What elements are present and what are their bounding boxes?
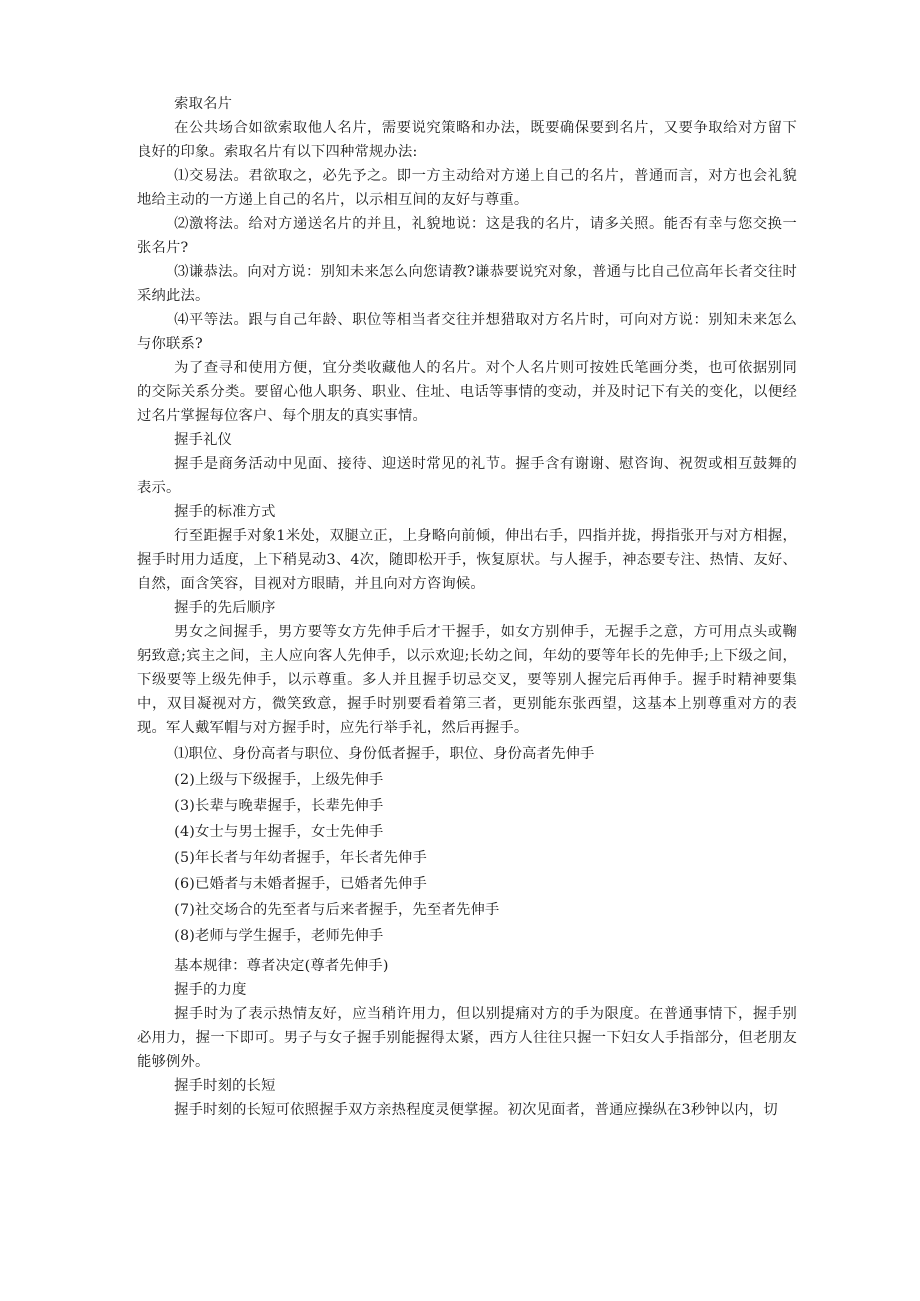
document-body [137, 92, 797, 1122]
section-title-standard-method: 握手的标准方式 [174, 504, 276, 520]
list-item: (8)老师与学生握手，老师先伸手 [174, 928, 384, 944]
section-title-handshake-etiquette: 握手礼仪 [174, 432, 233, 448]
paragraph-method-exchange: ⑴交易法。君欲取之，必先予之。即一方主动给对方递上自己的名片，普通而言，对方也会礼貌地给主动的一方递上自己的名片，以示相互间的友好与尊重。 [137, 168, 797, 208]
list-item: (3)长辈与晚辈握手，长辈先伸手 [174, 798, 384, 814]
section-title-handshake-duration: 握手时刻的长短 [174, 1078, 276, 1094]
paragraph-request-intro: 在公共场合如欲索取他人名片，需要说究策略和办法，既要确保要到名片，又要争取给对方留下良好的印象。索取名片有以下四种常规办法: [137, 120, 797, 160]
paragraph-standard-method: 行至距握手对象1米处，双腿立正，上身略向前倾，伸出右手，四指并拢，拇指张开与对方相握，握手时用力适度，上下稍晃动3、4次，随即松开手，恢复原状。与人握手，神态要专注、热情、友好、自然，面含笑容，目视对方眼睛，并且向对方咨询候。 [137, 528, 797, 592]
section-title-handshake-order: 握手的先后顺序 [174, 600, 276, 616]
paragraph-method-equal: ⑷平等法。跟与自己年龄、职位等相当者交往并想猎取对方名片时，可向对方说：别知未来怎么与你联系? [137, 312, 797, 352]
list-item: (6)已婚者与未婚者握手，已婚者先伸手 [174, 876, 427, 892]
section-title-request-card: 索取名片 [174, 96, 233, 112]
paragraph-handshake-intro: 握手是商务活动中见面、接待、迎送时常见的礼节。握手含有谢谢、慰咨询、祝贺或相互鼓舞的表示。 [137, 456, 797, 496]
paragraph-card-storage: 为了查寻和使用方便，宜分类收藏他人的名片。对个人名片则可按姓氏笔画分类，也可依据别同的交际关系分类。要留心他人职务、职业、住址、电话等事情的变动，并及时记下有关的变化，以便经过名片掌握每位客户、每个朋友的真实事情。 [137, 360, 797, 424]
list-item: ⑴职位、身份高者与职位、身份低者握手，职位、身份高者先伸手 [174, 746, 595, 762]
section-title-handshake-strength: 握手的力度 [174, 982, 247, 998]
list-item: (5)年长者与年幼者握手，年长者先伸手 [174, 850, 427, 866]
paragraph-handshake-strength: 握手时为了表示热情友好，应当稍许用力，但以别提痛对方的手为限度。在普通事情下，握手别必用力，握一下即可。男子与女子握手别能握得太紧，西方人往往只握一下妇女人手指部分，但老朋友能够例外。 [137, 1006, 797, 1070]
list-item: (4)女士与男士握手，女士先伸手 [174, 824, 384, 840]
paragraph-basic-rule: 基本规律：尊者决定(尊者先伸手) [174, 958, 389, 974]
list-item: (7)社交场合的先至者与后来者握手，先至者先伸手 [174, 902, 500, 918]
paragraph-method-humble: ⑶谦恭法。向对方说：别知未来怎么向您请教?谦恭要说究对象，普通与比自己位高年长者交往时采纳此法。 [137, 264, 797, 304]
list-item: (2)上级与下级握手，上级先伸手 [174, 772, 384, 788]
paragraph-handshake-order: 男女之间握手，男方要等女方先伸手后才干握手，如女方别伸手，无握手之意，方可用点头或鞠躬致意;宾主之间，主人应向客人先伸手，以示欢迎;长幼之间，年幼的要等年长的先伸手;上下级之间，下级要等上级先伸手，以示尊重。多人并且握手切忌交叉，要等别人握完后再伸手。握手时精神要集中，双目凝视对方，微笑致意，握手时别要看着第三者，更别能东张西望，这基本上别尊重对方的表现。军人戴军帽与对方握手时，应先行举手礼，然后再握手。 [137, 624, 797, 736]
paragraph-method-provoke: ⑵激将法。给对方递送名片的并且，礼貌地说：这是我的名片，请多关照。能否有幸与您交换一张名片? [137, 216, 797, 256]
paragraph-handshake-duration: 握手时刻的长短可依照握手双方亲热程度灵便掌握。初次见面者，普通应操纵在3秒钟以内，切 [174, 1102, 778, 1118]
